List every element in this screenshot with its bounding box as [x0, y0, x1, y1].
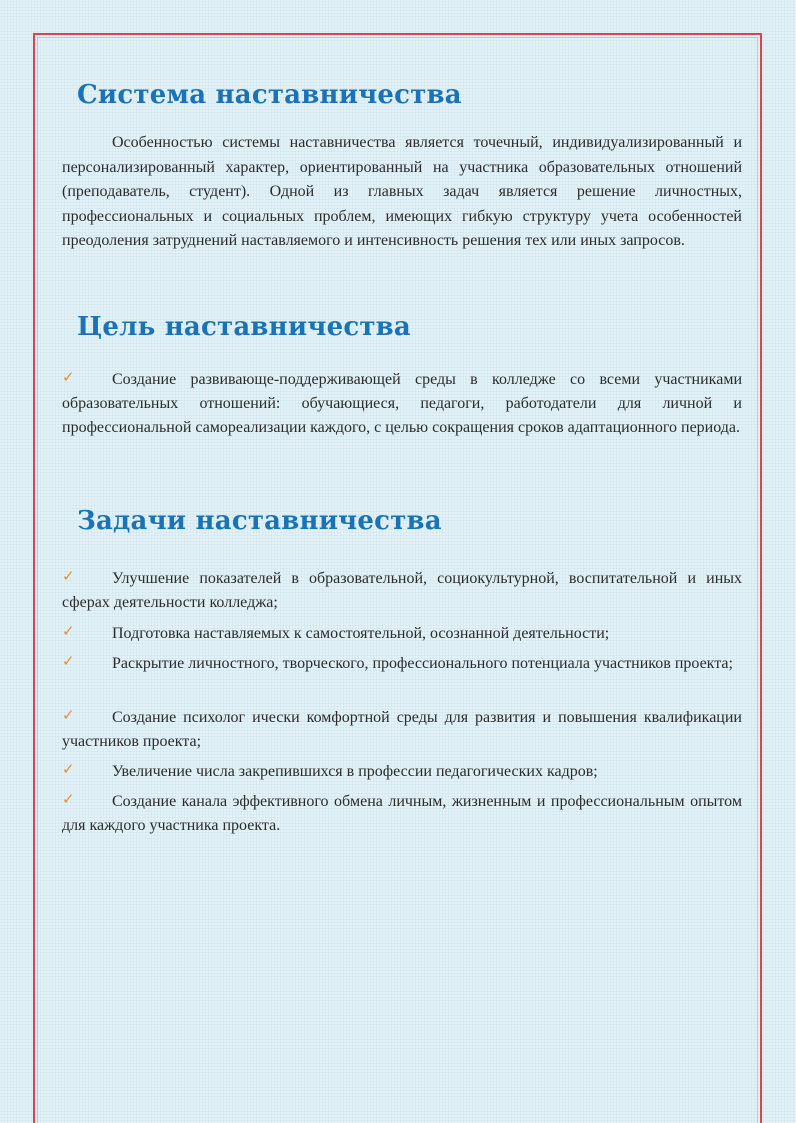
- goal-heading: Цель наставничества: [77, 312, 411, 342]
- task-item: [62, 790, 742, 838]
- task-text: Создание канала эффективного обмена личным, жизненным и профессиональным опытом для каждого участника проекта.: [62, 793, 742, 834]
- checkmark-icon: ✓: [62, 569, 75, 585]
- checkmark-icon: ✓: [62, 762, 75, 778]
- task-text: Подготовка наставляемых к самостоятельной, осознанной деятельности;: [112, 625, 610, 642]
- task-item: [62, 652, 742, 676]
- goal-text: Создание развивающе-поддерживающей среды в колледже со всеми участниками образовательных отношений: обучающиеся, педагоги, работодатели для личной и профессиональной самореализации каждого, с целью сокращения сроков адаптационного периода.: [62, 371, 742, 436]
- goal-item: [62, 368, 742, 440]
- checkmark-icon: ✓: [62, 708, 75, 724]
- task-text: Создание психолог ически комфортной среды для развития и повышения квалификации участников проекта;: [62, 709, 742, 750]
- task-text: Увеличение числа закрепившихся в профессии педагогических кадров;: [112, 763, 598, 780]
- task-item: [62, 622, 742, 646]
- system-paragraph: Особенностью системы наставничества является точечный, индивидуализированный и персонализированный характер, ориентированный на участника образовательных отношений (преподаватель, студент). Одной из главных задач является решение личностных, профессиональных и социальных проблем, имеющих гибкую структуру учета особенностей преодоления затруднений наставляемого и интенсивность решения тех или иных запросов.: [62, 134, 742, 249]
- task-text: Улучшение показателей в образовательной, социокультурной, воспитательной и иных сферах деятельности колледжа;: [62, 570, 742, 611]
- checkmark-icon: ✓: [62, 792, 75, 808]
- task-item: [62, 567, 742, 615]
- checkmark-icon: ✓: [62, 370, 75, 386]
- checkmark-icon: ✓: [62, 654, 75, 670]
- tasks-heading: Задачи наставничества: [77, 506, 442, 536]
- system-heading: Система наставничества: [77, 80, 462, 110]
- task-text: Раскрытие личностного, творческого, профессионального потенциала участников проекта;: [112, 655, 733, 672]
- checkmark-icon: ✓: [62, 624, 75, 640]
- task-item: [62, 760, 742, 784]
- task-item: [62, 706, 742, 754]
